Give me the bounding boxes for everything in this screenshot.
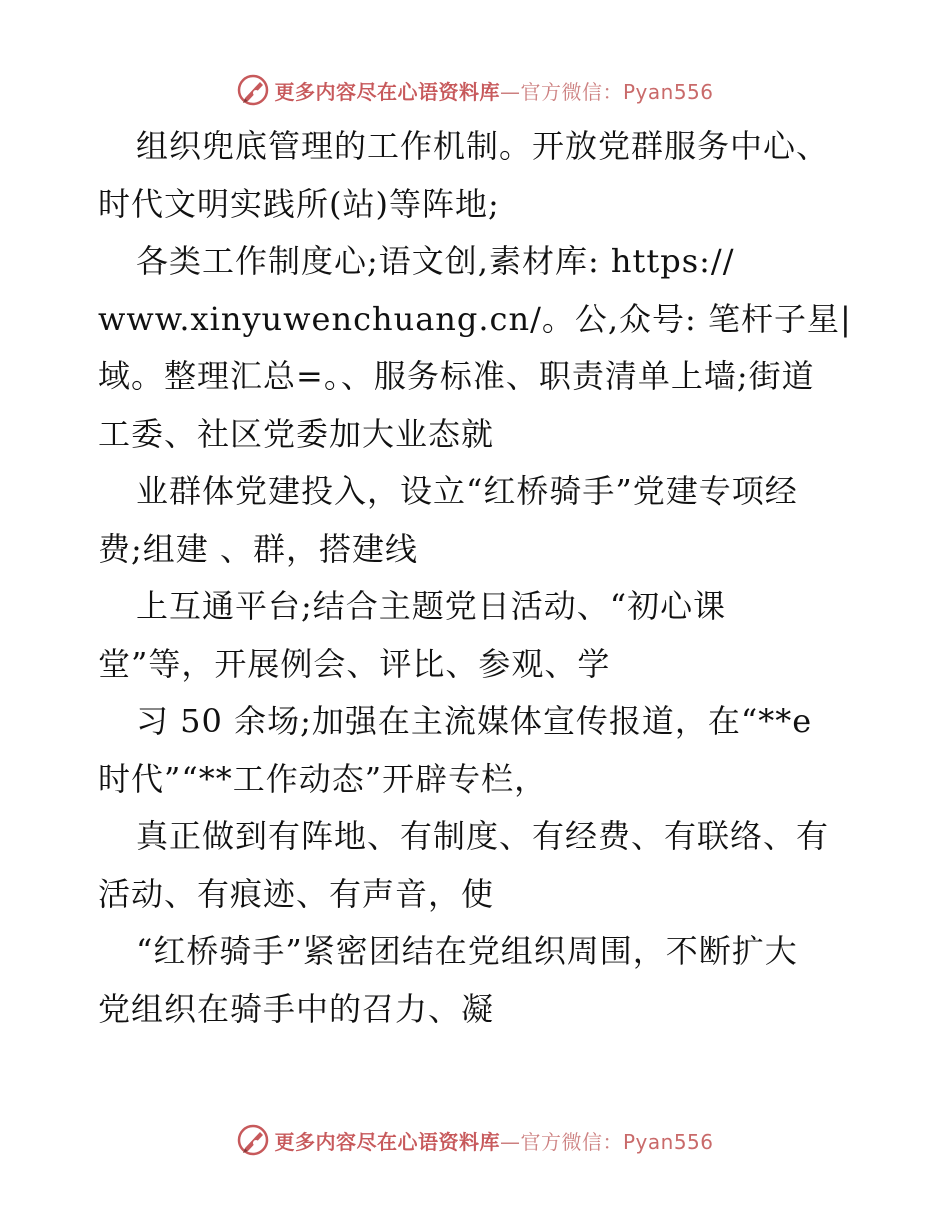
text-line: 组织兜底管理的工作机制。开放党群服务中心、 (136, 127, 830, 165)
text-line: 堂”等，开展例会、评比、参观、学 (98, 644, 611, 683)
paragraph (98, 693, 858, 808)
watermark-dash: — (499, 79, 521, 104)
text-line: 工委、社区党委加大业态就 (98, 414, 495, 453)
paragraph (98, 233, 858, 463)
text-line: 党组织在骑手中的召力、凝 (98, 989, 495, 1028)
paragraph (98, 923, 858, 1038)
paragraph (98, 808, 858, 923)
text-line: 业群体党建投入，设立“红桥骑手”党建专项经 (136, 472, 798, 510)
watermark-official: 官方微信： (520, 1129, 623, 1154)
paragraph (98, 578, 858, 693)
watermark-main: 更多内容尽在心语资料库 (274, 1129, 500, 1154)
watermark-text (274, 1126, 713, 1155)
text-line: 上互通平台;结合主题党日活动、“初心课 (136, 587, 727, 625)
text-line: 习 50 余场;加强在主流媒体宣传报道，在“**e (136, 702, 813, 740)
text-line: 真正做到有阵地、有制度、有经费、有联络、有 (136, 817, 830, 855)
text-line: 各类工作制度心;语文创,素材库: https:// (136, 242, 735, 280)
watermark-footer (0, 1120, 950, 1160)
text-line: “红桥骑手”紧密团结在党组织周围，不断扩大 (136, 932, 798, 970)
pen-logo-icon (236, 73, 270, 107)
watermark-official: 官方微信： (520, 79, 623, 104)
text-line: 域。整理汇总=。、服务标准、职责清单上墙;街道 (98, 357, 815, 395)
text-line: 时代文明实践所(站)等阵地; (98, 184, 500, 223)
watermark-text (274, 76, 713, 105)
watermark-header (0, 70, 950, 110)
text-line: www.xinyuwenchuang.cn/。公,众号: 笔杆子星| (98, 299, 852, 338)
text-line: 活动、有痕迹、有声音，使 (98, 874, 495, 913)
watermark-dash: — (499, 1129, 521, 1154)
watermark-main: 更多内容尽在心语资料库 (274, 79, 500, 104)
document-body (98, 118, 858, 1038)
text-line: 时代”“**工作动态”开辟专栏， (98, 759, 548, 798)
text-line: 费;组建 、群，搭建线 (98, 529, 418, 568)
watermark-account: Pyan556 (622, 79, 714, 104)
pen-logo-icon (236, 1123, 270, 1157)
paragraph (98, 463, 858, 578)
watermark-account: Pyan556 (622, 1129, 714, 1154)
paragraph (98, 118, 858, 233)
